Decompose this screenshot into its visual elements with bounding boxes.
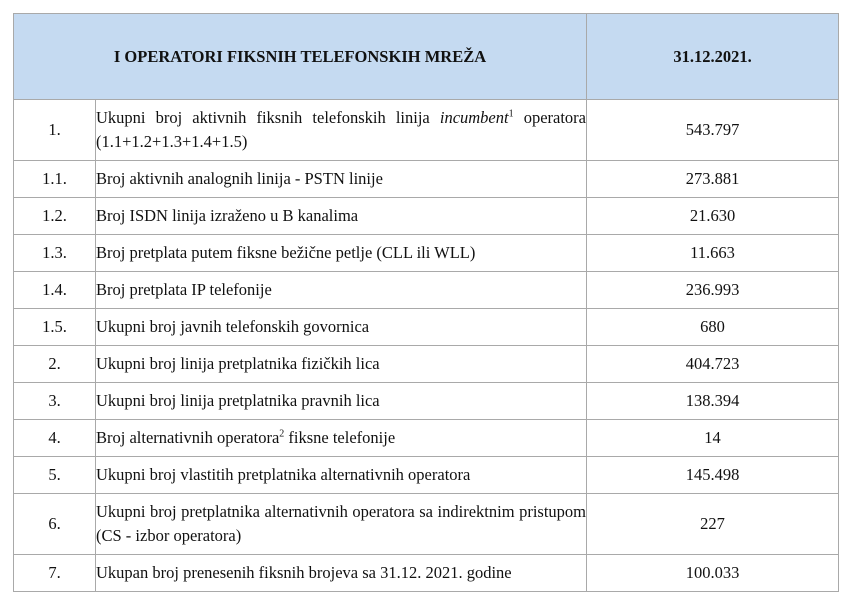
date-column-header: 31.12.2021. (587, 14, 839, 100)
table-header-row (14, 14, 839, 100)
row-description: Ukupni broj javnih telefonskih govornica (96, 309, 587, 346)
table-row (14, 198, 839, 235)
row-number: 4. (14, 420, 96, 457)
row-number: 1.4. (14, 272, 96, 309)
table-row (14, 494, 839, 555)
row-value: 11.663 (587, 235, 839, 272)
row-value: 680 (587, 309, 839, 346)
operators-statistics-table (13, 13, 839, 592)
row-number: 7. (14, 555, 96, 592)
row-number: 1.1. (14, 161, 96, 198)
row-description: Broj pretplata IP telefonije (96, 272, 587, 309)
row-value: 543.797 (587, 100, 839, 161)
row-description: Broj aktivnih analognih linija - PSTN linije (96, 161, 587, 198)
table-title: I OPERATORI FIKSNIH TELEFONSKIH MREŽA (14, 14, 587, 100)
row-value: 21.630 (587, 198, 839, 235)
row-description: Broj ISDN linija izraženo u B kanalima (96, 198, 587, 235)
row-value: 138.394 (587, 383, 839, 420)
row-description: Broj pretplata putem fiksne bežične petlje (CLL ili WLL) (96, 235, 587, 272)
row-description: Broj alternativnih operatora$^2$ fiksne telefonije (96, 420, 587, 457)
row-description: Ukupan broj prenesenih fiksnih brojeva sa 31.12. 2021. godine (96, 555, 587, 592)
table-row (14, 555, 839, 592)
table-row (14, 346, 839, 383)
row-number: 3. (14, 383, 96, 420)
table-row (14, 272, 839, 309)
row-number: 1.3. (14, 235, 96, 272)
row-value: 14 (587, 420, 839, 457)
row-description: Ukupni broj pretplatnika alternativnih operatora sa indirektnim pristupom (CS - izbor operatora) (96, 494, 587, 555)
row-description: Ukupni broj vlastitih pretplatnika alternativnih operatora (96, 457, 587, 494)
row-number: 6. (14, 494, 96, 555)
row-number: 1. (14, 100, 96, 161)
row-value: 273.881 (587, 161, 839, 198)
table-row (14, 100, 839, 161)
table-row (14, 161, 839, 198)
table-row (14, 235, 839, 272)
row-number: 1.2. (14, 198, 96, 235)
row-value: 227 (587, 494, 839, 555)
row-value: 145.498 (587, 457, 839, 494)
row-description: Ukupni broj linija pretplatnika pravnih lica (96, 383, 587, 420)
row-description: Ukupni broj linija pretplatnika fizičkih lica (96, 346, 587, 383)
row-number: 5. (14, 457, 96, 494)
row-number: 1.5. (14, 309, 96, 346)
row-value: 100.033 (587, 555, 839, 592)
table-row (14, 457, 839, 494)
table-row (14, 309, 839, 346)
row-number: 2. (14, 346, 96, 383)
row-value: 236.993 (587, 272, 839, 309)
table-row (14, 383, 839, 420)
row-description: Ukupni broj aktivnih fiksnih telefonskih linija incumbent$^1$ operatora (1.1+1.2+1.3+1.4+1.5) (96, 100, 587, 161)
row-value: 404.723 (587, 346, 839, 383)
table-row (14, 420, 839, 457)
